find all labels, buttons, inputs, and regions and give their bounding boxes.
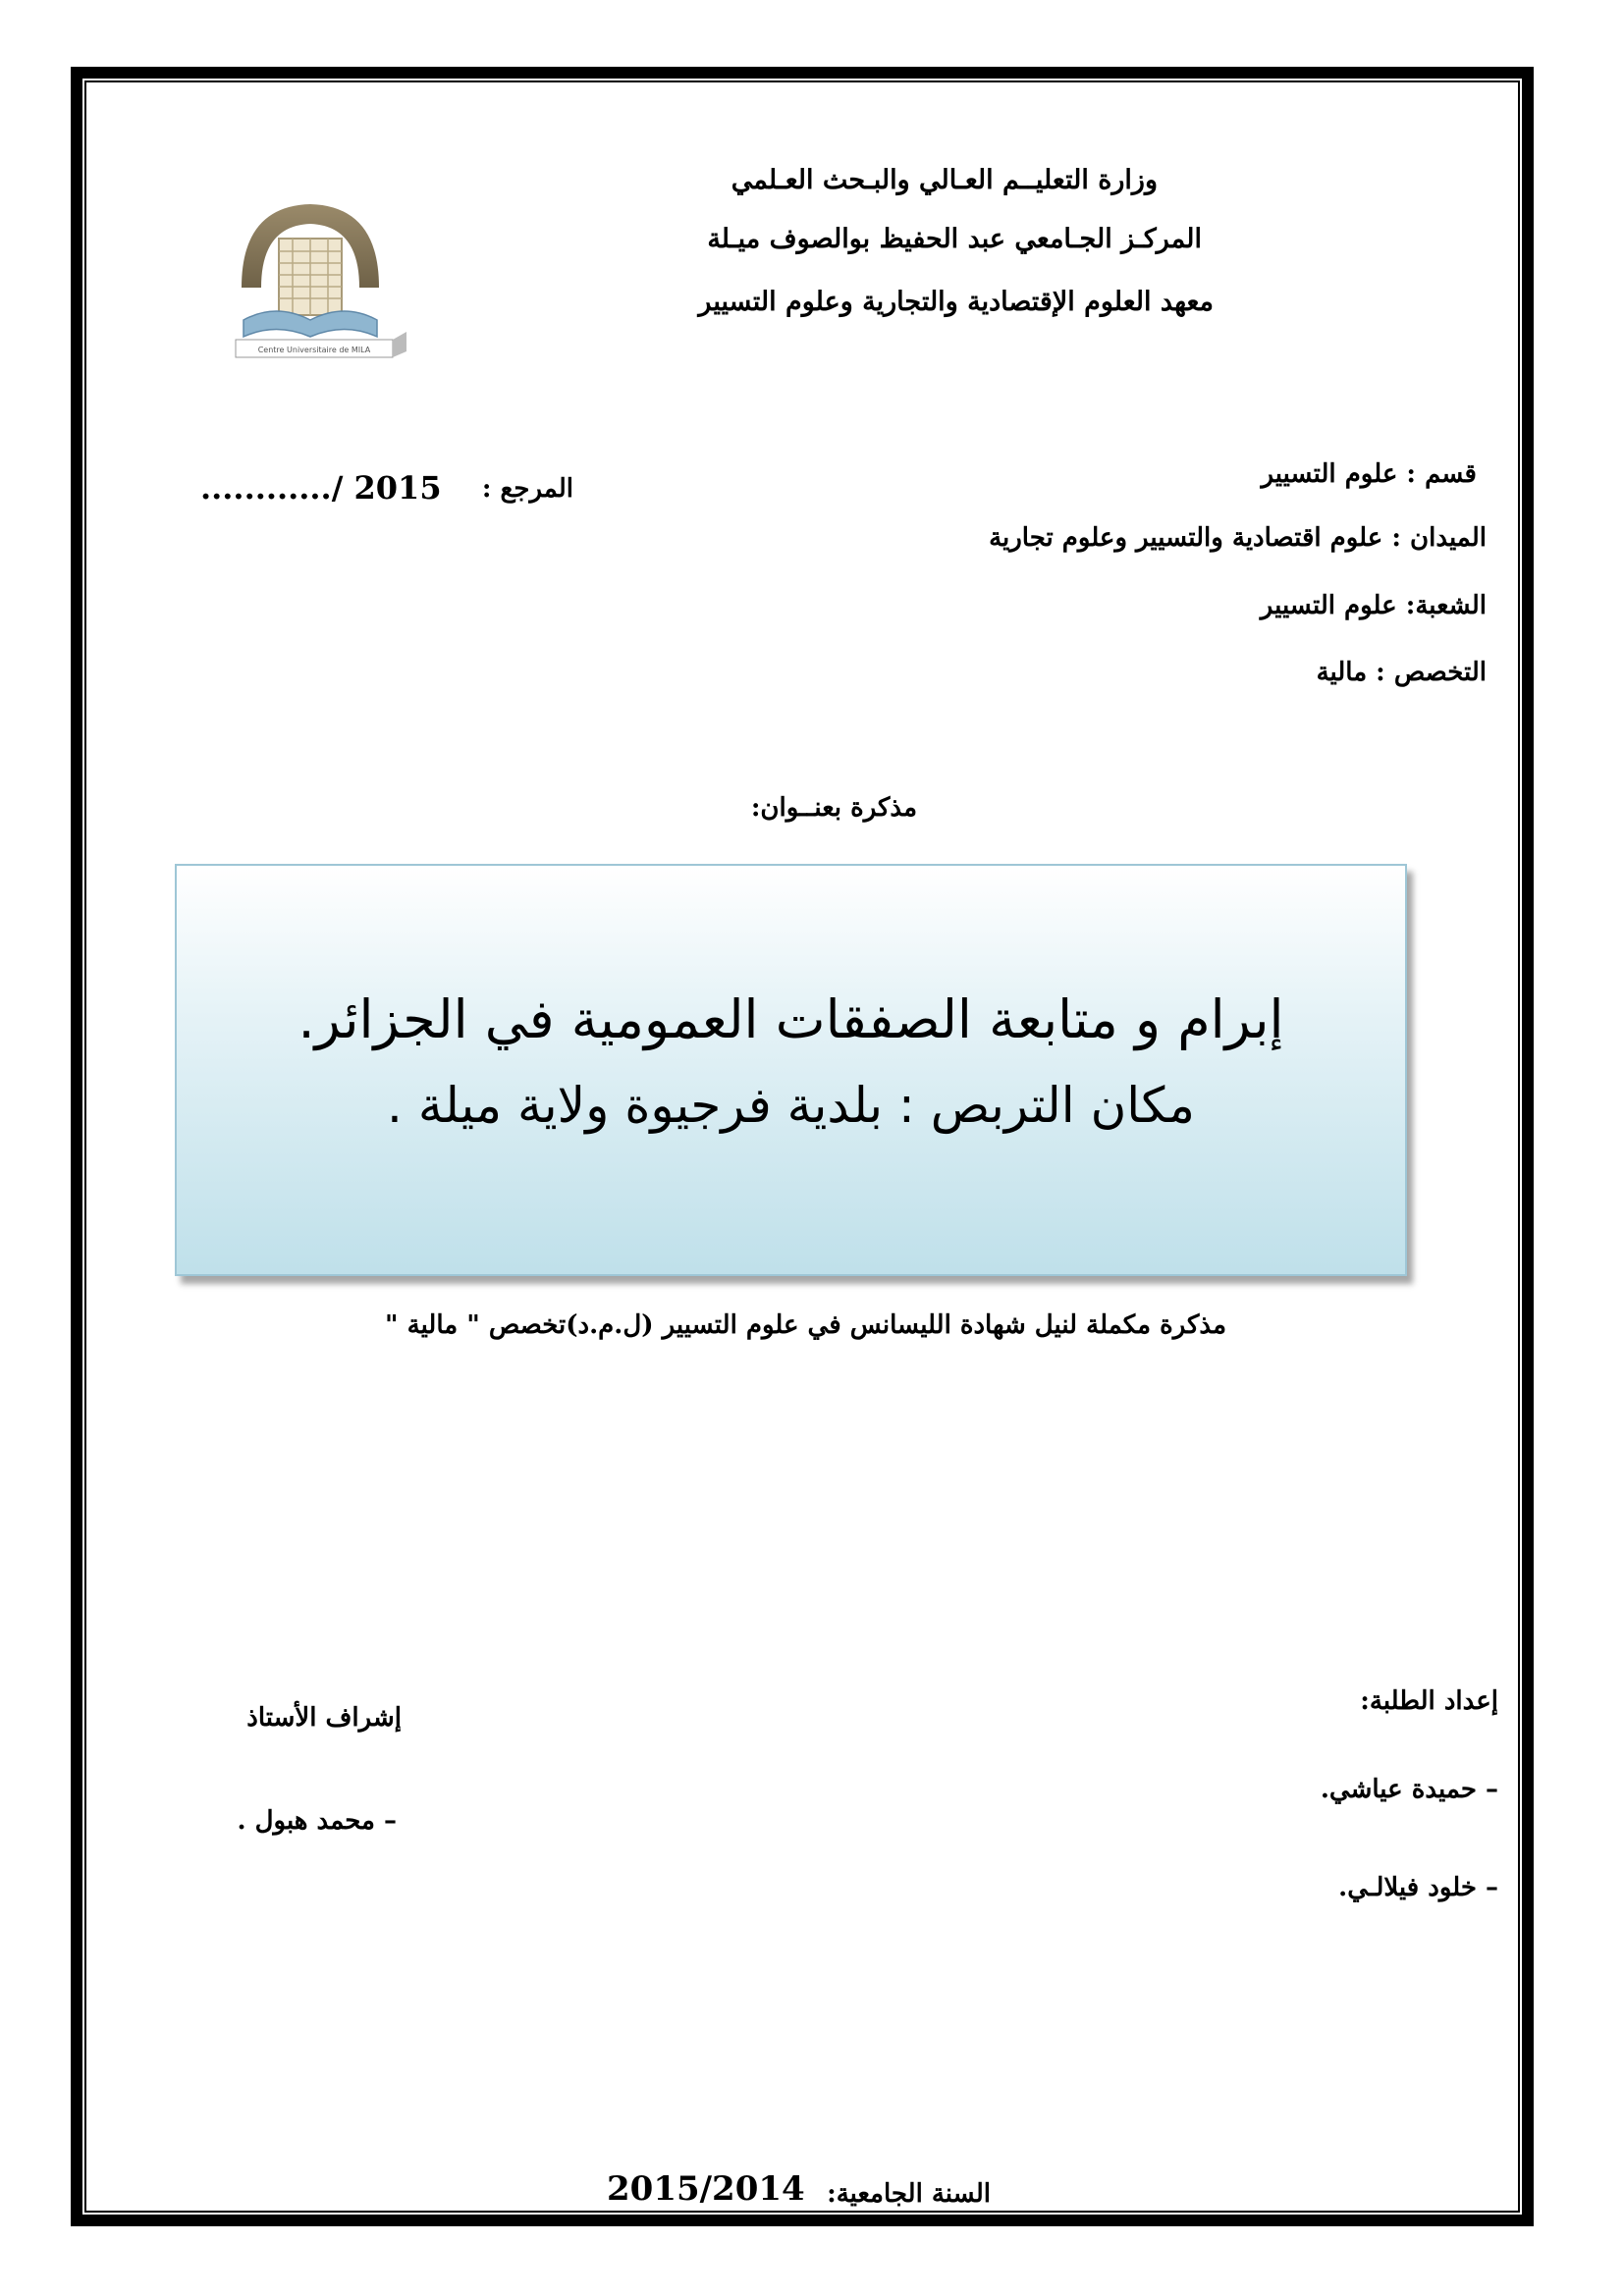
memo-label: مذكرة بعنــوان: [750,793,917,823]
students-heading: إعداد الطلبة: [1360,1686,1498,1716]
institute-name: معهد العلوم الإقتصادية والتجارية وعلوم التسيير [698,287,1214,317]
branch: الشعبة: علوم التسيير [1260,591,1487,620]
internship-place: مكان التربص : بلدية فرجيوة ولاية ميلة . [387,1077,1195,1134]
department: قسم : علوم التسيير [1261,459,1477,489]
memo-purpose: مذكرة مكملة لنيل شهادة الليسانس في علوم التسيير (ل.م.د)تخصص " مالية " [385,1310,1226,1340]
specialty: التخصص : مالية [1316,658,1487,687]
academic-year-label: السنة الجامعية: [827,2179,991,2209]
supervisor-name: – محمد هبول . [237,1806,397,1836]
title-box [175,864,1407,1276]
reference-label: المرجع : [481,474,573,504]
ministry-name: وزارة التعليــم العـالي والبـحث العـلمي [731,165,1158,195]
reference-value: ............/ 2015 [200,469,442,507]
supervisor-heading: إشراف الأستاذ [246,1703,402,1733]
university-logo [222,194,408,371]
thesis-title: إبرام و متابعة الصفقات العمومية في الجزائر. [298,988,1284,1050]
student-name: – خلود فيلالـي. [1338,1873,1498,1902]
academic-year-value: 2015/2014 [607,2169,805,2209]
university-name: المركـز الجـامعي عبد الحفيظ بوالصوف ميـلة [707,224,1202,254]
logo-caption: Centre Universitaire de MILA [257,346,371,354]
student-name: – حميدة عياشي. [1320,1775,1498,1804]
field: الميدان : علوم اقتصادية والتسيير وعلوم تجارية [989,523,1487,553]
